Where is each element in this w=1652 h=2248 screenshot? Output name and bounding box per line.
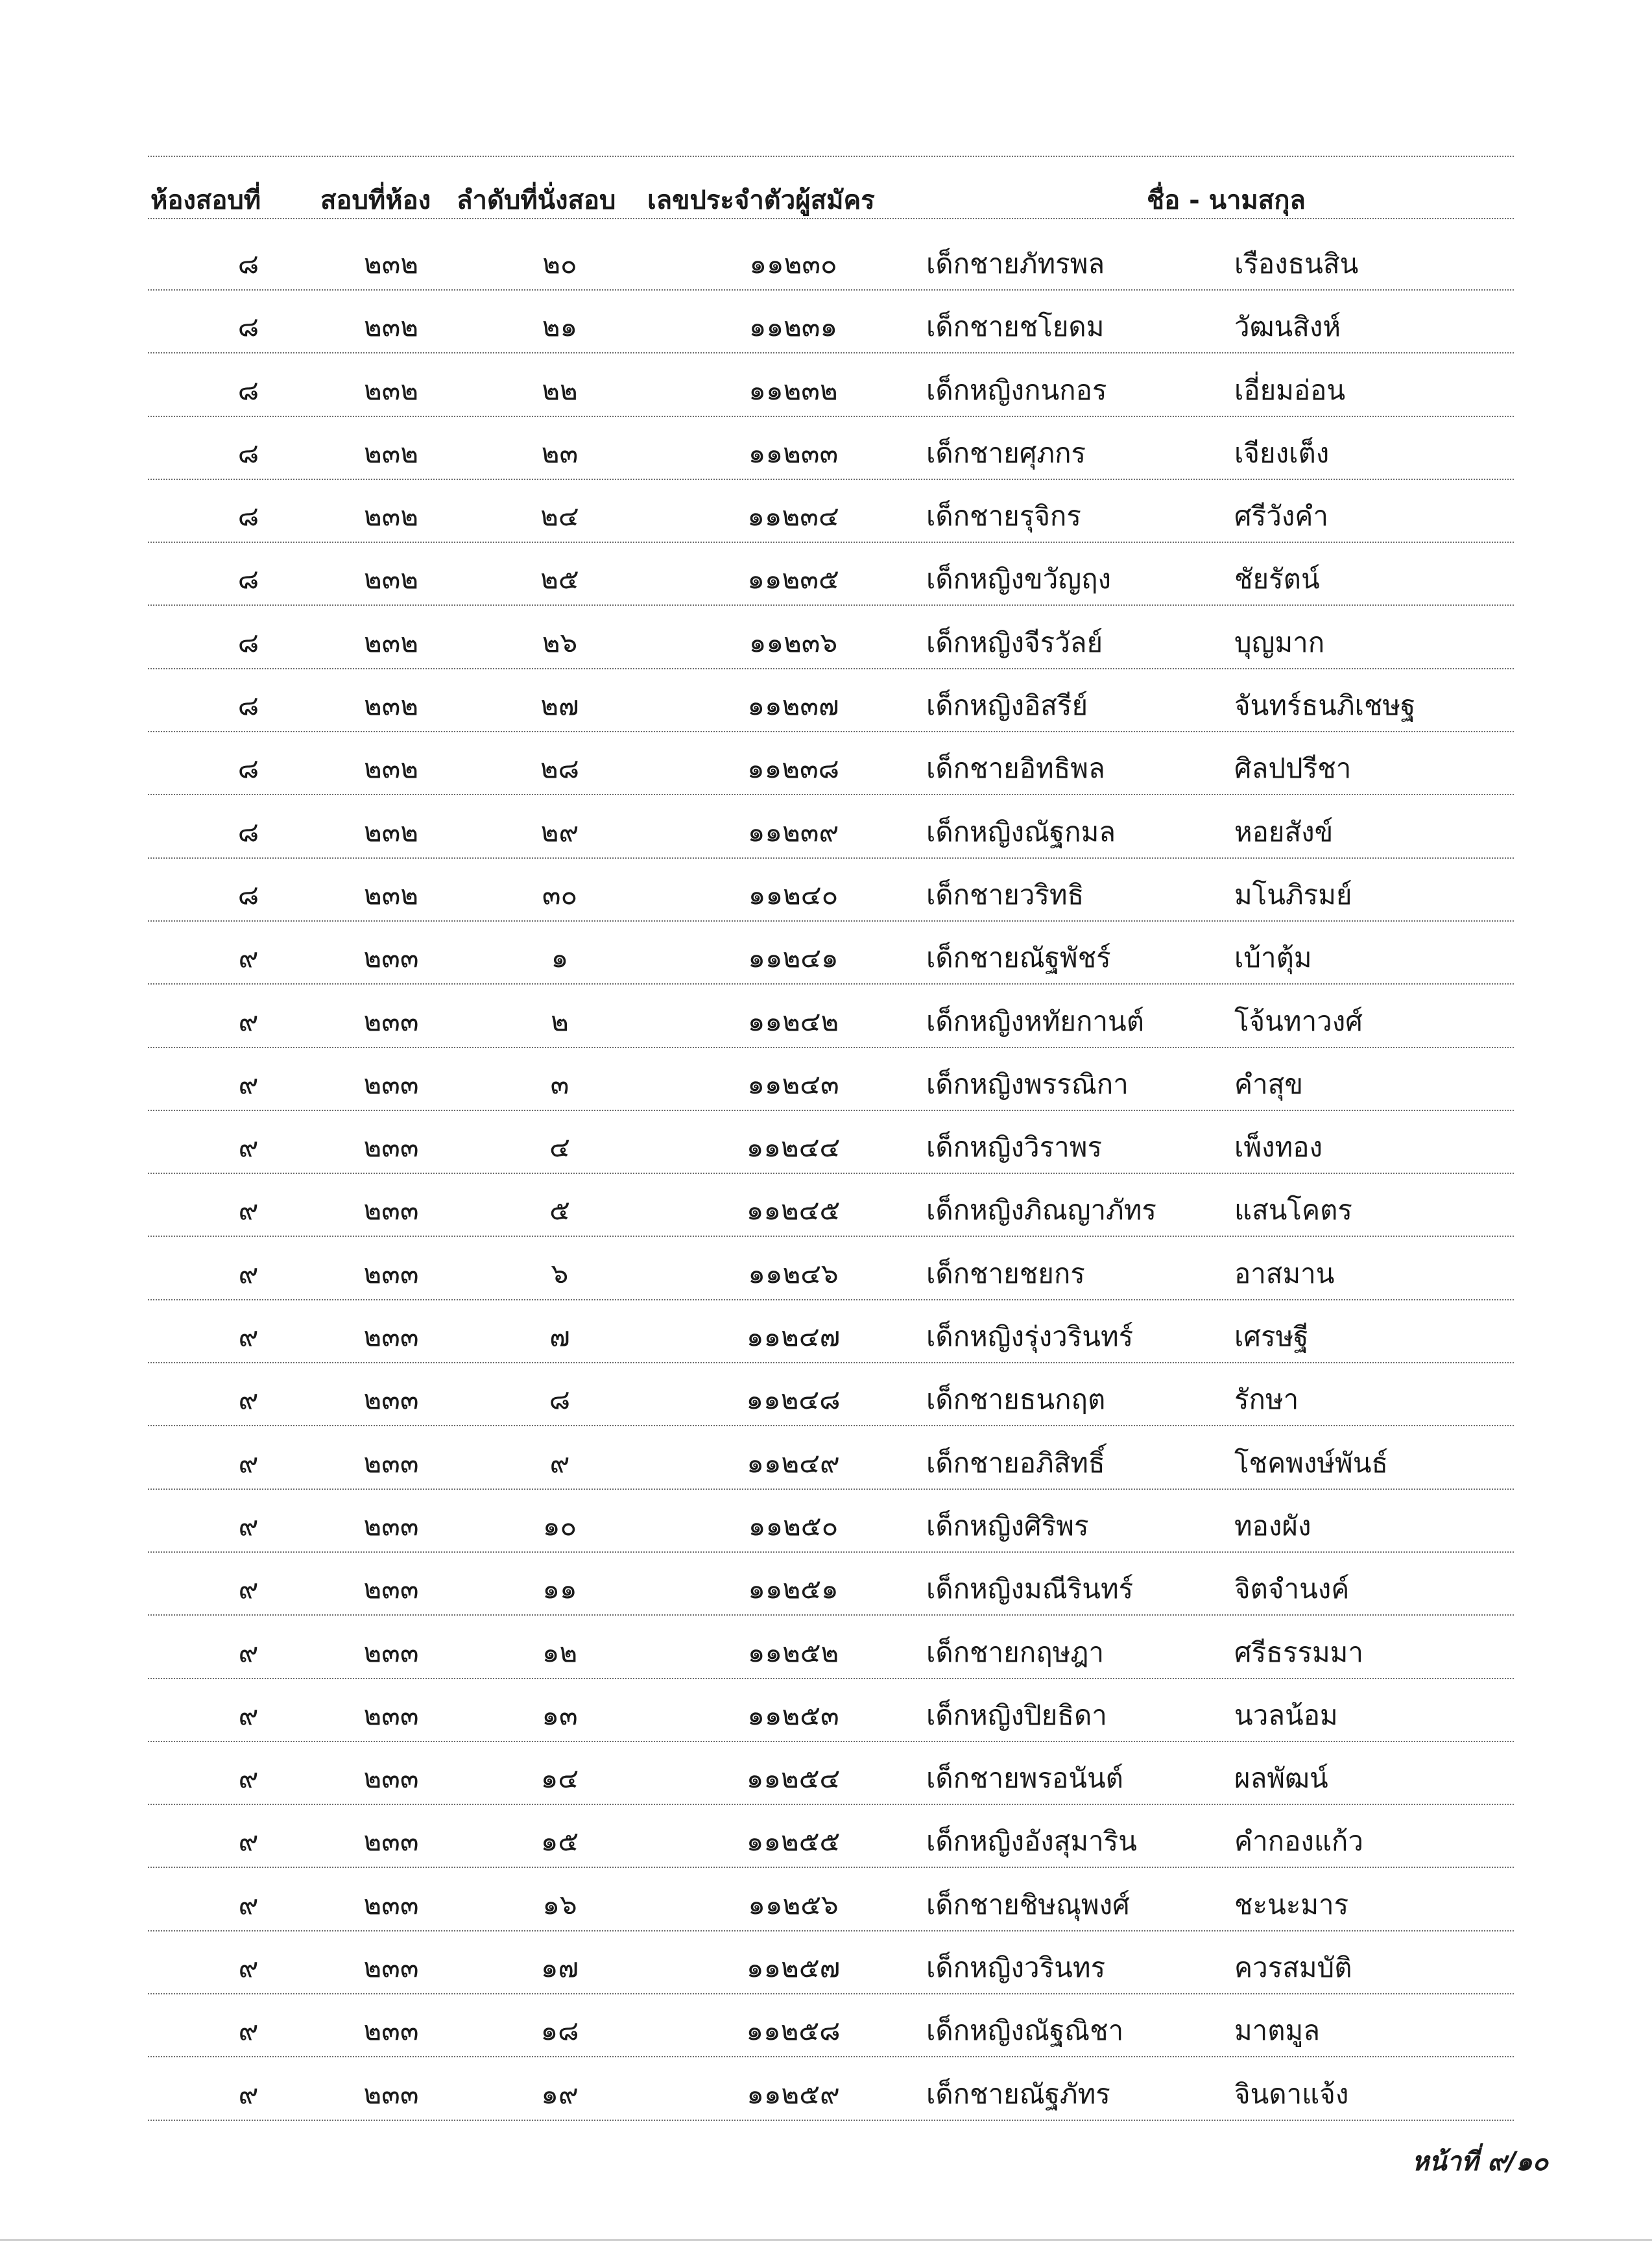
cell-first-name: เด็กชายณัฐพัชร์: [926, 942, 1111, 974]
table-row: [148, 542, 1514, 605]
cell-seat: ๒๐: [542, 248, 577, 280]
cell-seat: ๑๓: [542, 1699, 578, 1731]
table-row: [148, 227, 1514, 290]
cell-first-name: เด็กชายอภิสิทธิ์: [926, 1446, 1105, 1479]
header-name: ชื่อ - นามสกุล: [1147, 185, 1306, 215]
cell-room: ๙: [238, 1131, 259, 1164]
cell-first-name: เด็กชายภัทรพล: [926, 248, 1105, 280]
cell-room: ๘: [237, 500, 259, 532]
cell-room: ๙: [238, 1888, 259, 1920]
cell-last-name: บุญมาก: [1234, 626, 1325, 658]
cell-room: ๙: [238, 1068, 259, 1100]
header-room: ห้องสอบที่: [150, 185, 261, 215]
cell-applicant-id: ๑๑๒๓๕: [747, 563, 839, 595]
cell-seat: ๙: [549, 1446, 570, 1479]
table-row: [148, 1047, 1514, 1110]
cell-seat: ๑: [551, 942, 569, 974]
cell-room: ๘: [237, 626, 259, 658]
cell-room: ๙: [238, 1383, 259, 1416]
cell-room: ๘: [237, 311, 259, 343]
cell-exam-room: ๒๓๒: [363, 878, 419, 911]
cell-last-name: หอยสังข์: [1234, 815, 1334, 848]
cell-last-name: แสนโคตร: [1234, 1194, 1352, 1226]
cell-exam-room: ๒๓๓: [363, 1257, 419, 1289]
cell-exam-room: ๒๓๓: [363, 1446, 419, 1479]
cell-exam-room: ๒๓๒: [363, 311, 419, 343]
cell-first-name: เด็กชายศุภกร: [926, 436, 1086, 469]
cell-exam-room: ๒๓๒: [363, 752, 419, 785]
cell-last-name: ชัยรัตน์: [1234, 563, 1320, 595]
cell-seat: ๑๔: [540, 1762, 579, 1795]
cell-room: ๙: [238, 942, 259, 974]
table-row: [148, 858, 1514, 921]
cell-first-name: เด็กชายพรอนันต์: [926, 1762, 1123, 1795]
cell-last-name: โชคพงษ์พันธ์: [1234, 1446, 1389, 1479]
cell-seat: ๕: [549, 1194, 570, 1226]
cell-last-name: จิตจำนงค์: [1234, 1573, 1350, 1605]
cell-first-name: เด็กหญิงจีรวัลย์: [926, 626, 1103, 658]
cell-last-name: คำสุข: [1234, 1068, 1304, 1100]
cell-applicant-id: ๑๑๒๕๑: [748, 1573, 839, 1605]
cell-seat: ๓: [550, 1068, 569, 1100]
cell-applicant-id: ๑๑๒๕๗: [746, 1952, 841, 1984]
header-exam-room: สอบที่ห้อง: [320, 185, 431, 215]
cell-first-name: เด็กหญิงณัฐณิชา: [926, 2015, 1124, 2047]
cell-seat: ๒๒: [542, 374, 578, 406]
cell-first-name: เด็กหญิงกนกอร: [926, 374, 1107, 406]
cell-seat: ๒๖: [542, 626, 578, 658]
table-row: [148, 1931, 1514, 1994]
cell-exam-room: ๒๓๓: [363, 1762, 419, 1795]
cell-applicant-id: ๑๑๒๔๓: [747, 1068, 839, 1100]
table-row: [148, 416, 1514, 479]
cell-exam-room: ๒๓๓: [363, 1005, 419, 1037]
cell-room: ๙: [238, 1825, 259, 1858]
cell-room: ๙: [238, 1509, 259, 1542]
applicant-table: [148, 227, 1514, 2120]
cell-first-name: เด็กหญิงหทัยกานต์: [926, 1005, 1145, 1037]
cell-exam-room: ๒๓๓: [363, 1321, 419, 1353]
cell-applicant-id: ๑๑๒๕๐: [748, 1509, 839, 1542]
cell-first-name: เด็กหญิงณัฐกมล: [926, 815, 1116, 848]
cell-first-name: เด็กชายอิทธิพล: [926, 752, 1105, 785]
table-row: [148, 1489, 1514, 1552]
cell-applicant-id: ๑๑๒๕๒: [747, 1636, 839, 1668]
cell-seat: ๑๒: [542, 1636, 578, 1668]
cell-exam-room: ๒๓๒: [363, 500, 419, 532]
cell-seat: ๑๙: [541, 2077, 579, 2110]
cell-first-name: เด็กชายชโยดม: [926, 311, 1105, 343]
cell-applicant-id: ๑๑๒๓๓: [748, 436, 839, 469]
table-row: [148, 1426, 1514, 1489]
cell-exam-room: ๒๓๒: [363, 815, 419, 848]
top-dotted-rule: [148, 156, 1514, 157]
cell-last-name: วัฒนสิงห์: [1234, 311, 1341, 343]
cell-last-name: โจ้นทาวงศ์: [1234, 1005, 1363, 1037]
cell-room: ๙: [238, 1005, 259, 1037]
cell-last-name: มาตมูล: [1234, 2015, 1320, 2047]
cell-room: ๙: [238, 1952, 259, 1984]
cell-room: ๘: [237, 248, 259, 280]
cell-exam-room: ๒๓๓: [363, 1888, 419, 1920]
cell-exam-room: ๒๓๓: [363, 1825, 419, 1858]
table-row: [148, 1237, 1514, 1300]
cell-first-name: เด็กชายณัฐภัทร: [926, 2077, 1110, 2110]
table-row: [148, 1868, 1514, 1931]
cell-applicant-id: ๑๑๒๔๙: [747, 1446, 840, 1479]
cell-last-name: ชะนะมาร: [1234, 1888, 1349, 1920]
cell-first-name: เด็กหญิงอังสุมาริน: [926, 1825, 1137, 1858]
cell-first-name: เด็กหญิงอิสรีย์: [926, 689, 1088, 722]
cell-applicant-id: ๑๑๒๕๘: [746, 2015, 841, 2047]
cell-seat: ๑๕: [540, 1825, 579, 1858]
cell-last-name: เอี่ยมอ่อน: [1234, 374, 1346, 406]
cell-exam-room: ๒๓๒: [363, 248, 419, 280]
cell-exam-room: ๒๓๓: [363, 1699, 419, 1731]
cell-applicant-id: ๑๑๒๓๒: [748, 374, 838, 406]
cell-last-name: ศรีวังคำ: [1234, 500, 1328, 532]
cell-first-name: เด็กหญิงรุ่งวรินทร์: [926, 1321, 1134, 1353]
cell-first-name: เด็กหญิงมณีรินทร์: [926, 1573, 1134, 1605]
table-row: [148, 1552, 1514, 1615]
cell-exam-room: ๒๓๒: [363, 626, 419, 658]
cell-seat: ๒๙: [540, 815, 579, 848]
cell-last-name: เศรษฐี: [1234, 1321, 1309, 1353]
cell-applicant-id: ๑๑๒๓๑: [748, 311, 838, 343]
table-row: [148, 1110, 1514, 1173]
cell-seat: ๒๔: [540, 500, 579, 532]
cell-seat: ๑๗: [540, 1952, 579, 1984]
cell-applicant-id: ๑๑๒๓๖: [748, 626, 838, 658]
cell-last-name: ผลพัฒน์: [1234, 1762, 1328, 1795]
cell-seat: ๔: [549, 1131, 570, 1164]
cell-first-name: เด็กชายชยกร: [926, 1257, 1085, 1289]
cell-seat: ๒๕: [540, 563, 579, 595]
cell-room: ๙: [238, 1194, 259, 1226]
table-row: [148, 1804, 1514, 1867]
cell-seat: ๘: [549, 1383, 571, 1416]
table-row: [148, 1994, 1514, 2057]
cell-room: ๙: [238, 1636, 259, 1668]
cell-applicant-id: ๑๑๒๕๓: [747, 1699, 839, 1731]
cell-last-name: ทองผัง: [1234, 1509, 1311, 1542]
cell-applicant-id: ๑๑๒๓๙: [747, 815, 839, 848]
cell-room: ๘: [237, 815, 259, 848]
cell-applicant-id: ๑๑๒๓๐: [749, 248, 837, 280]
cell-exam-room: ๒๓๒: [363, 374, 419, 406]
cell-seat: ๑๑: [542, 1573, 577, 1605]
cell-last-name: รักษา: [1234, 1383, 1299, 1416]
cell-seat: ๒๘: [540, 752, 580, 785]
table-row: [148, 669, 1514, 732]
cell-room: ๘: [237, 878, 259, 911]
cell-first-name: เด็กหญิงขวัญฤง: [926, 563, 1112, 595]
cell-first-name: เด็กชายธนกฤต: [926, 1383, 1106, 1416]
cell-seat: ๒๓: [541, 436, 579, 469]
table-row: [148, 353, 1514, 416]
table-row: [148, 732, 1514, 795]
cell-seat: ๒: [551, 1005, 569, 1037]
cell-room: ๙: [238, 1321, 259, 1353]
cell-applicant-id: ๑๑๒๔๔: [746, 1131, 841, 1164]
cell-applicant-id: ๑๑๒๔๐: [748, 878, 839, 911]
cell-applicant-id: ๑๑๒๕๔: [746, 1762, 841, 1795]
cell-exam-room: ๒๓๓: [363, 1194, 419, 1226]
cell-first-name: เด็กหญิงพรรณิกา: [926, 1068, 1129, 1100]
cell-first-name: เด็กหญิงปิยธิดา: [926, 1699, 1107, 1731]
cell-room: ๘: [237, 752, 259, 785]
cell-room: ๙: [238, 2077, 259, 2110]
table-row: [148, 479, 1514, 542]
cell-applicant-id: ๑๑๒๕๙: [747, 2077, 840, 2110]
cell-seat: ๗: [549, 1321, 570, 1353]
header-dotted-rule: [148, 218, 1514, 219]
cell-applicant-id: ๑๑๒๕๖: [748, 1888, 839, 1920]
cell-room: ๙: [238, 2015, 259, 2047]
cell-first-name: เด็กหญิงภิณญาภัทร: [926, 1194, 1156, 1226]
cell-room: ๘: [237, 563, 259, 595]
cell-room: ๘: [237, 374, 259, 406]
cell-applicant-id: ๑๑๒๓๔: [747, 500, 839, 532]
cell-first-name: เด็กชายกฤษฎา: [926, 1636, 1105, 1668]
cell-exam-room: ๒๓๓: [363, 1131, 419, 1164]
cell-applicant-id: ๑๑๒๔๘: [746, 1383, 841, 1416]
cell-exam-room: ๒๓๓: [363, 2077, 419, 2110]
cell-first-name: เด็กชายวริทธิ: [926, 878, 1084, 911]
cell-exam-room: ๒๓๓: [363, 1573, 419, 1605]
header-applicant-id: เลขประจำตัวผู้สมัคร: [647, 185, 875, 215]
cell-room: ๙: [238, 1699, 259, 1731]
cell-seat: ๑๐: [542, 1509, 577, 1542]
cell-applicant-id: ๑๑๒๕๕: [746, 1825, 841, 1858]
page-number: หน้าที่ ๙/๑๐: [1411, 2147, 1548, 2177]
cell-first-name: เด็กหญิงวิราพร: [926, 1131, 1103, 1164]
cell-seat: ๖: [551, 1257, 569, 1289]
cell-room: ๙: [238, 1573, 259, 1605]
cell-applicant-id: ๑๑๒๔๑: [748, 942, 839, 974]
cell-applicant-id: ๑๑๒๔๖: [748, 1257, 839, 1289]
cell-exam-room: ๒๓๓: [363, 2015, 419, 2047]
table-row: [148, 1616, 1514, 1679]
scan-bottom-edge: [0, 2239, 1652, 2241]
cell-exam-room: ๒๓๒: [363, 436, 419, 469]
cell-seat: ๑๘: [540, 2015, 579, 2047]
header-seat: ลำดับที่นั่งสอบ: [457, 185, 616, 215]
cell-applicant-id: ๑๑๒๔๗: [746, 1321, 841, 1353]
cell-exam-room: ๒๓๒: [363, 689, 419, 722]
cell-applicant-id: ๑๑๒๔๒: [747, 1005, 839, 1037]
cell-room: ๘: [237, 689, 259, 722]
table-row: [148, 1363, 1514, 1426]
cell-seat: ๒๗: [540, 689, 579, 722]
cell-last-name: จินดาแจ้ง: [1234, 2077, 1349, 2110]
cell-last-name: เพ็งทอง: [1234, 1131, 1323, 1164]
cell-seat: ๓๐: [542, 878, 578, 911]
cell-exam-room: ๒๓๒: [363, 563, 419, 595]
cell-room: ๙: [238, 1762, 259, 1795]
table-row: [148, 2057, 1514, 2120]
cell-last-name: นวลน้อม: [1234, 1699, 1338, 1731]
cell-applicant-id: ๑๑๒๓๘: [747, 752, 840, 785]
table-row: [148, 1173, 1514, 1236]
cell-last-name: ควรสมบัติ: [1234, 1952, 1352, 1984]
cell-last-name: ศรีธรรมมา: [1234, 1636, 1363, 1668]
cell-exam-room: ๒๓๓: [363, 1952, 419, 1984]
table-row: [148, 606, 1514, 669]
table-row: [148, 921, 1514, 984]
cell-last-name: คำกองแก้ว: [1234, 1825, 1363, 1858]
table-row: [148, 290, 1514, 353]
cell-room: ๙: [238, 1257, 259, 1289]
table-row: [148, 1300, 1514, 1363]
cell-last-name: ศิลปปรีชา: [1234, 752, 1352, 785]
cell-first-name: เด็กหญิงวรินทร: [926, 1952, 1106, 1984]
cell-last-name: เรืองธนสิน: [1234, 248, 1359, 280]
cell-seat: ๒๑: [542, 311, 578, 343]
cell-room: ๘: [237, 436, 259, 469]
cell-first-name: เด็กหญิงศิริพร: [926, 1509, 1089, 1542]
cell-seat: ๑๖: [542, 1888, 577, 1920]
cell-room: ๙: [238, 1446, 259, 1479]
cell-last-name: อาสมาน: [1234, 1257, 1335, 1289]
cell-last-name: มโนภิรมย์: [1234, 878, 1352, 911]
cell-exam-room: ๒๓๓: [363, 1636, 419, 1668]
cell-last-name: เจียงเต็ง: [1234, 436, 1330, 469]
cell-applicant-id: ๑๑๒๓๗: [747, 689, 839, 722]
table-row: [148, 1741, 1514, 1804]
cell-last-name: จันทร์ธนภิเชษฐ: [1234, 689, 1416, 722]
cell-last-name: เบ้าตุ้ม: [1234, 942, 1312, 974]
cell-exam-room: ๒๓๓: [363, 1068, 419, 1100]
cell-applicant-id: ๑๑๒๔๕: [746, 1194, 841, 1226]
table-row: [148, 985, 1514, 1047]
cell-first-name: เด็กชายรุจิกร: [926, 500, 1081, 532]
table-row: [148, 795, 1514, 858]
table-row: [148, 1679, 1514, 1741]
cell-exam-room: ๒๓๓: [363, 942, 419, 974]
cell-exam-room: ๒๓๓: [363, 1509, 419, 1542]
cell-first-name: เด็กชายชิษณุพงศ์: [926, 1888, 1130, 1920]
cell-exam-room: ๒๓๓: [363, 1383, 419, 1416]
row-dotted-rule: [148, 2120, 1514, 2121]
